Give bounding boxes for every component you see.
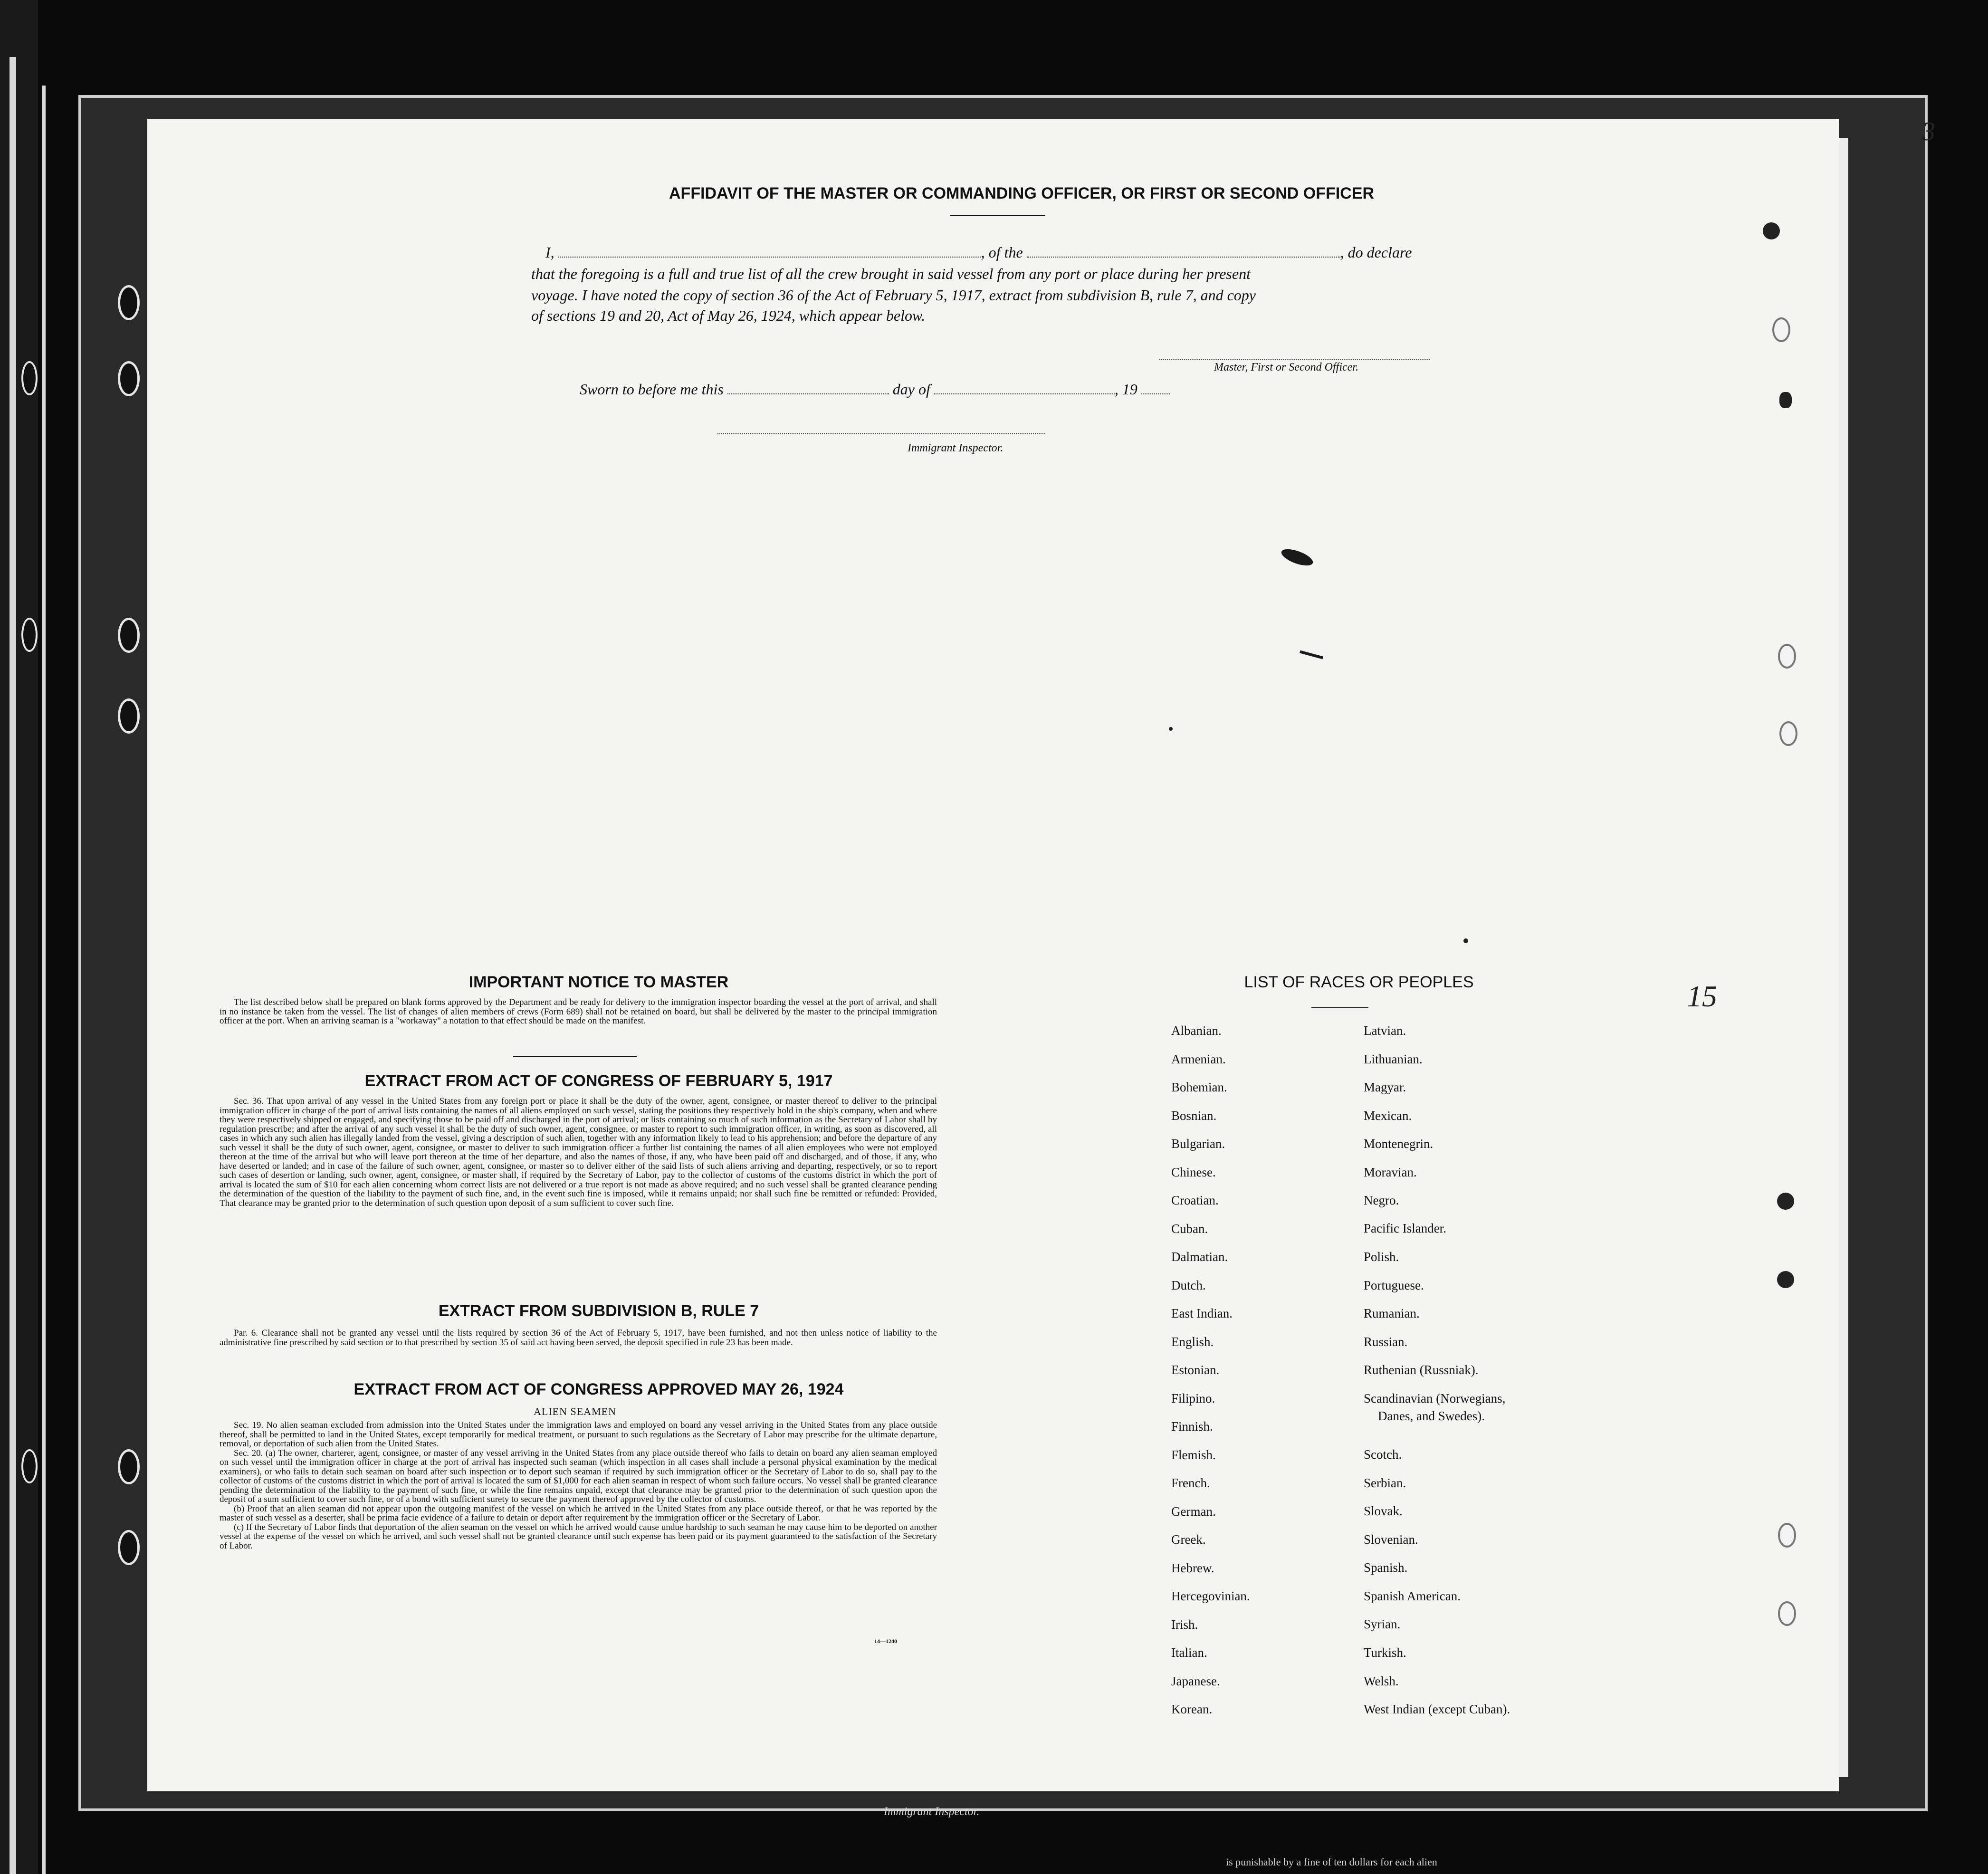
- race-item: German.: [1171, 1504, 1216, 1519]
- race-item: West Indian (except Cuban).: [1364, 1702, 1510, 1716]
- sworn-text: Sworn to before me this: [580, 381, 724, 398]
- race-item: Estonian.: [1171, 1363, 1220, 1377]
- punch-mark-icon: [1777, 1271, 1794, 1288]
- race-item: Albanian.: [1171, 1023, 1222, 1038]
- par-6-paragraph: Par. 6. Clearance shall not be granted any vessel until the lists required by section 36 of the Act of February 5, 1917, have been furnished, and not then unless notice of liability to the administrative fine prescribed by said section or to that prescribed by section 35 of said act having been served, the deposit specified in rule 23 has been made.: [220, 1328, 937, 1348]
- race-item: Flemish.: [1171, 1447, 1216, 1462]
- binder-strip: [0, 0, 38, 1874]
- races-title: LIST OF RACES OR PEOPLES: [1244, 973, 1474, 991]
- binder-edge: [42, 86, 46, 1874]
- sworn-year-field[interactable]: [1141, 381, 1170, 394]
- section-divider: [513, 1056, 637, 1057]
- race-item: Polish.: [1364, 1250, 1399, 1264]
- race-item: Mexican.: [1364, 1109, 1412, 1123]
- bottom-fragment-1: Immigrant Inspector.: [884, 1806, 980, 1818]
- race-item: Italian.: [1171, 1645, 1207, 1660]
- sec-20b-paragraph: (b) Proof that an alien seaman did not appear upon the outgoing manifest of the vessel on which he arrived in the United States from any place outside thereof, or that he was reported by the master of such vessel as a deserter, shall be prima facie evidence of a failure to detain or deport after requirement by the immigration officer or the Secretary of Labor.: [220, 1503, 937, 1523]
- race-item: Bulgarian.: [1171, 1137, 1225, 1151]
- binder-hole-icon: [21, 1449, 38, 1483]
- race-item: Russian.: [1364, 1335, 1408, 1349]
- race-item: Slovak.: [1364, 1504, 1403, 1518]
- master-name-field[interactable]: [558, 244, 981, 258]
- race-item: Croatian.: [1171, 1193, 1219, 1207]
- race-item: Dalmatian.: [1171, 1250, 1228, 1264]
- race-item: Rumanian.: [1364, 1306, 1420, 1320]
- race-item: Finnish.: [1171, 1419, 1213, 1434]
- punch-hole-icon: [1778, 1523, 1796, 1548]
- race-item: Serbian.: [1364, 1476, 1406, 1490]
- sworn-month-field[interactable]: [934, 381, 1115, 394]
- ink-dot: [1463, 938, 1468, 943]
- pencil-note-mark: 15: [1687, 979, 1717, 1013]
- extract-1917-title: EXTRACT FROM ACT OF CONGRESS OF FEBRUARY 5, 1917: [364, 1072, 833, 1090]
- affidavit-text-declare: , do declare: [1340, 244, 1412, 261]
- race-item: Bohemian.: [1171, 1080, 1227, 1094]
- notice-paragraph: The list described below shall be prepared on blank forms approved by the Department and be ready for delivery to the immigration inspector boarding the vessel at the port of arrival, and shall in no instance be taken from the vessel. The list of changes of alien members of crews (Form 689) shall not be retained on board, but shall be delivered by the master to the principal immigration officer at the port. When an arriving seaman is a "workaway" a notation to that effect should be made on the manifest.: [220, 997, 937, 1026]
- race-item: Montenegrin.: [1364, 1137, 1434, 1151]
- race-item: Scotch.: [1364, 1447, 1402, 1462]
- alien-seamen-subtitle: ALIEN SEAMEN: [534, 1406, 616, 1417]
- sec-20a-paragraph: Sec. 20. (a) The owner, charterer, agent, consignee, or master of any vessel arriving in the United States from any place outside thereof who fails to detain on board any alien seaman employed on such vessel until the immigration officer in charge at the port of arrival has inspected such seaman (which inspection in all cases shall include a personal physical examination by the medical examiners), or who fails to detain such seaman on board after such inspection or to deport such seaman if required by such immigration officer or the Secretary of Labor to do so, shall pay to the collector of customs of the customs district in which the port of arrival is located the sum of $1,000 for each alien seaman in respect of whom such failure occurs. No vessel shall be granted clearance pending the determination of the liability to the payment of such fine, or while the fine remains unpaid, except that clearance may be granted prior to the determination of such question upon the deposit of a sum sufficient to cover such fine, or of a bond with sufficient surety to secure the payment thereof approved by the collector of customs.: [220, 1448, 937, 1504]
- affidavit-line-4: of sections 19 and 20, Act of May 26, 1924, which appear below.: [531, 307, 925, 324]
- race-item: Slovenian.: [1364, 1532, 1418, 1547]
- inspector-signature-label: Immigrant Inspector.: [908, 442, 1004, 454]
- master-signature-line[interactable]: [1159, 359, 1430, 360]
- affidavit-line-1: [545, 242, 1462, 262]
- race-item: Pacific Islander.: [1364, 1221, 1446, 1235]
- race-item: Irish.: [1171, 1617, 1198, 1632]
- affidavit-text-i: I,: [545, 244, 554, 261]
- binder-hole-icon: [118, 1530, 140, 1565]
- binder-hole-icon: [118, 1449, 140, 1484]
- binder-hole-icon: [118, 698, 140, 734]
- ink-dot: [1169, 727, 1173, 731]
- races-title-underline: [1311, 1007, 1368, 1008]
- sec-19-paragraph: Sec. 19. No alien seaman excluded from admission into the United States under the immigration laws and employed on board any vessel arriving in the United States from any place outside thereof, shall be permitted to land in the United States, except temporarily for medical treatment, or pursuant to such regulations as the Secretary of Labor may prescribe for the ultimate departure, removal, or deportation of such alien from the United States.: [220, 1420, 937, 1449]
- race-item: Cuban.: [1171, 1221, 1208, 1236]
- affidavit-line-2: that the foregoing is a full and true list of all the crew brought in said vessel from any port or place during her present: [531, 265, 1251, 282]
- extract-rule7-title: EXTRACT FROM SUBDIVISION B, RULE 7: [438, 1302, 759, 1320]
- punch-hole-icon: [1778, 1601, 1796, 1626]
- race-item: French.: [1171, 1476, 1210, 1490]
- race-item: Syrian.: [1364, 1617, 1401, 1631]
- race-item: Welsh.: [1364, 1674, 1399, 1688]
- binder-hole-icon: [21, 618, 38, 652]
- punch-mark-icon: [1779, 392, 1792, 408]
- title-underline: [950, 215, 1045, 216]
- sworn-year-text: , 19: [1114, 381, 1137, 398]
- punch-hole-icon: [1778, 644, 1796, 669]
- extract-1924-body: [220, 1421, 937, 1550]
- race-item: Ruthenian (Russniak).: [1364, 1363, 1479, 1377]
- race-item: Spanish American.: [1364, 1589, 1461, 1603]
- page-number-mark: 3: [1922, 117, 1935, 146]
- race-item: Armenian.: [1171, 1052, 1226, 1066]
- race-item: English.: [1171, 1334, 1214, 1349]
- race-item: Lithuanian.: [1364, 1052, 1423, 1066]
- race-item: Scandinavian (Norwegians,: [1364, 1391, 1506, 1406]
- race-item: Bosnian.: [1171, 1108, 1217, 1123]
- bottom-fragment-2: is punishable by a fine of ten dollars for each alien: [1226, 1856, 1437, 1868]
- section-36-paragraph: Sec. 36. That upon arrival of any vessel in the United States from any foreign port or place it shall be the duty of the owner, agent, consignee, or master thereof to deliver to the principal immigration officer in charge of the port of arrival lists containing the names of all aliens employed on such vessel, stating the positions they respectively hold in the ship's company, when and where they were respectively shipped or engaged, and specifying those to be paid off and discharged in the port of arrival; or lists containing so much of such information as the Secretary of Labor shall by regulation prescribe; and after the arrival of any such vessel it shall be the duty of such owner, agent, consignee, or master to report to such immigration officer, in writing, as soon as discovered, all cases in which any such alien has illegally landed from the vessel, giving a description of such alien, together with any information likely to lead to his apprehension; and before the departure of any such vessel it shall be the duty of such owner, agent, consignee, or master to deliver to such immigration officer a further list containing the names of all alien employees who were not employed thereon at the time of the arrival but who will leave port thereon at the time of her departure, and also the names of those, if any, who have been paid off and discharged, and of those, if any, who have deserted or landed; and in case of the failure of such owner, agent, consignee, or master so to deliver either of the said lists of such aliens arriving and departing, respectively, or so to report such cases of desertion or landing, such owner, agent, consignee, or master shall, if required by the Secretary of Labor, pay to the collector of customs of the customs district in which the port of arrival is located the sum of $10 for each alien concerning whom correct lists are not delivered or a true report is not made as above required; and no such vessel shall be granted clearance pending the determination of the question of the liability to the payment of such fine, and, in the event such fine is imposed, while it remains unpaid; nor shall such fine be remitted or refunded: Provided, That clearance may be granted prior to the determination of such question upon deposit of a sum sufficient to cover such fine.: [220, 1096, 937, 1208]
- sworn-day-of-text: day of: [892, 381, 930, 398]
- form-number: 14—1240: [874, 1638, 897, 1645]
- race-item: Negro.: [1364, 1193, 1399, 1207]
- race-item: Danes, and Swedes).: [1378, 1409, 1485, 1423]
- binder-hole-icon: [118, 361, 140, 396]
- punch-mark-icon: [1763, 222, 1780, 239]
- race-item: Turkish.: [1364, 1645, 1406, 1660]
- race-item: Greek.: [1171, 1532, 1206, 1547]
- race-item: Spanish.: [1364, 1560, 1408, 1575]
- race-item: East Indian.: [1171, 1306, 1233, 1320]
- race-item: Filipino.: [1171, 1391, 1215, 1406]
- binder-edge: [10, 57, 16, 1874]
- extract-1924-title: EXTRACT FROM ACT OF CONGRESS APPROVED MAY 26, 1924: [354, 1380, 844, 1398]
- race-item: Hebrew.: [1171, 1560, 1214, 1575]
- notice-body: [220, 998, 937, 1026]
- extract-1917-body: [220, 1097, 937, 1208]
- affidavit-line-3: voyage. I have noted the copy of section 36 of the Act of February 5, 1917, extract from subdivision B, rule 7, and copy: [531, 287, 1256, 304]
- binder-hole-icon: [21, 361, 38, 395]
- race-item: Moravian.: [1364, 1165, 1417, 1179]
- punch-mark-icon: [1777, 1193, 1794, 1210]
- master-signature-label: Master, First or Second Officer.: [1214, 361, 1358, 373]
- sworn-line: [580, 379, 1340, 399]
- punch-hole-icon: [1779, 721, 1797, 746]
- inspector-signature-line[interactable]: [717, 433, 1045, 434]
- sec-20c-paragraph: (c) If the Secretary of Labor finds that deportation of the alien seaman on the vessel on which he arrived would cause undue hardship to such seaman he may cause him to be deported on another vessel at the expense of the vessel on which he arrived, and such vessel shall not be granted clearance until such expense has been paid or its payment guaranteed to the satisfaction of the Secretary of Labor.: [220, 1522, 937, 1551]
- extract-rule7-body: [220, 1329, 937, 1347]
- race-item: Magyar.: [1364, 1080, 1406, 1094]
- race-item: Japanese.: [1171, 1673, 1220, 1688]
- affidavit-text-of-the: , of the: [981, 244, 1023, 261]
- vessel-name-field[interactable]: [1027, 244, 1340, 258]
- race-item: Latvian.: [1364, 1023, 1406, 1038]
- sworn-day-field[interactable]: [727, 381, 889, 394]
- affidavit-title: AFFIDAVIT OF THE MASTER OR COMMANDING OFFICER, OR FIRST OR SECOND OFFICER: [669, 184, 1374, 202]
- notice-title: IMPORTANT NOTICE TO MASTER: [468, 973, 729, 991]
- race-item: Dutch.: [1171, 1278, 1206, 1292]
- race-item: Korean.: [1171, 1702, 1213, 1716]
- binder-hole-icon: [118, 618, 140, 653]
- race-item: Chinese.: [1171, 1165, 1216, 1179]
- punch-hole-icon: [1772, 317, 1790, 342]
- race-item: Hercegovinian.: [1171, 1589, 1250, 1603]
- race-item: Portuguese.: [1364, 1278, 1424, 1292]
- binder-hole-icon: [118, 285, 140, 320]
